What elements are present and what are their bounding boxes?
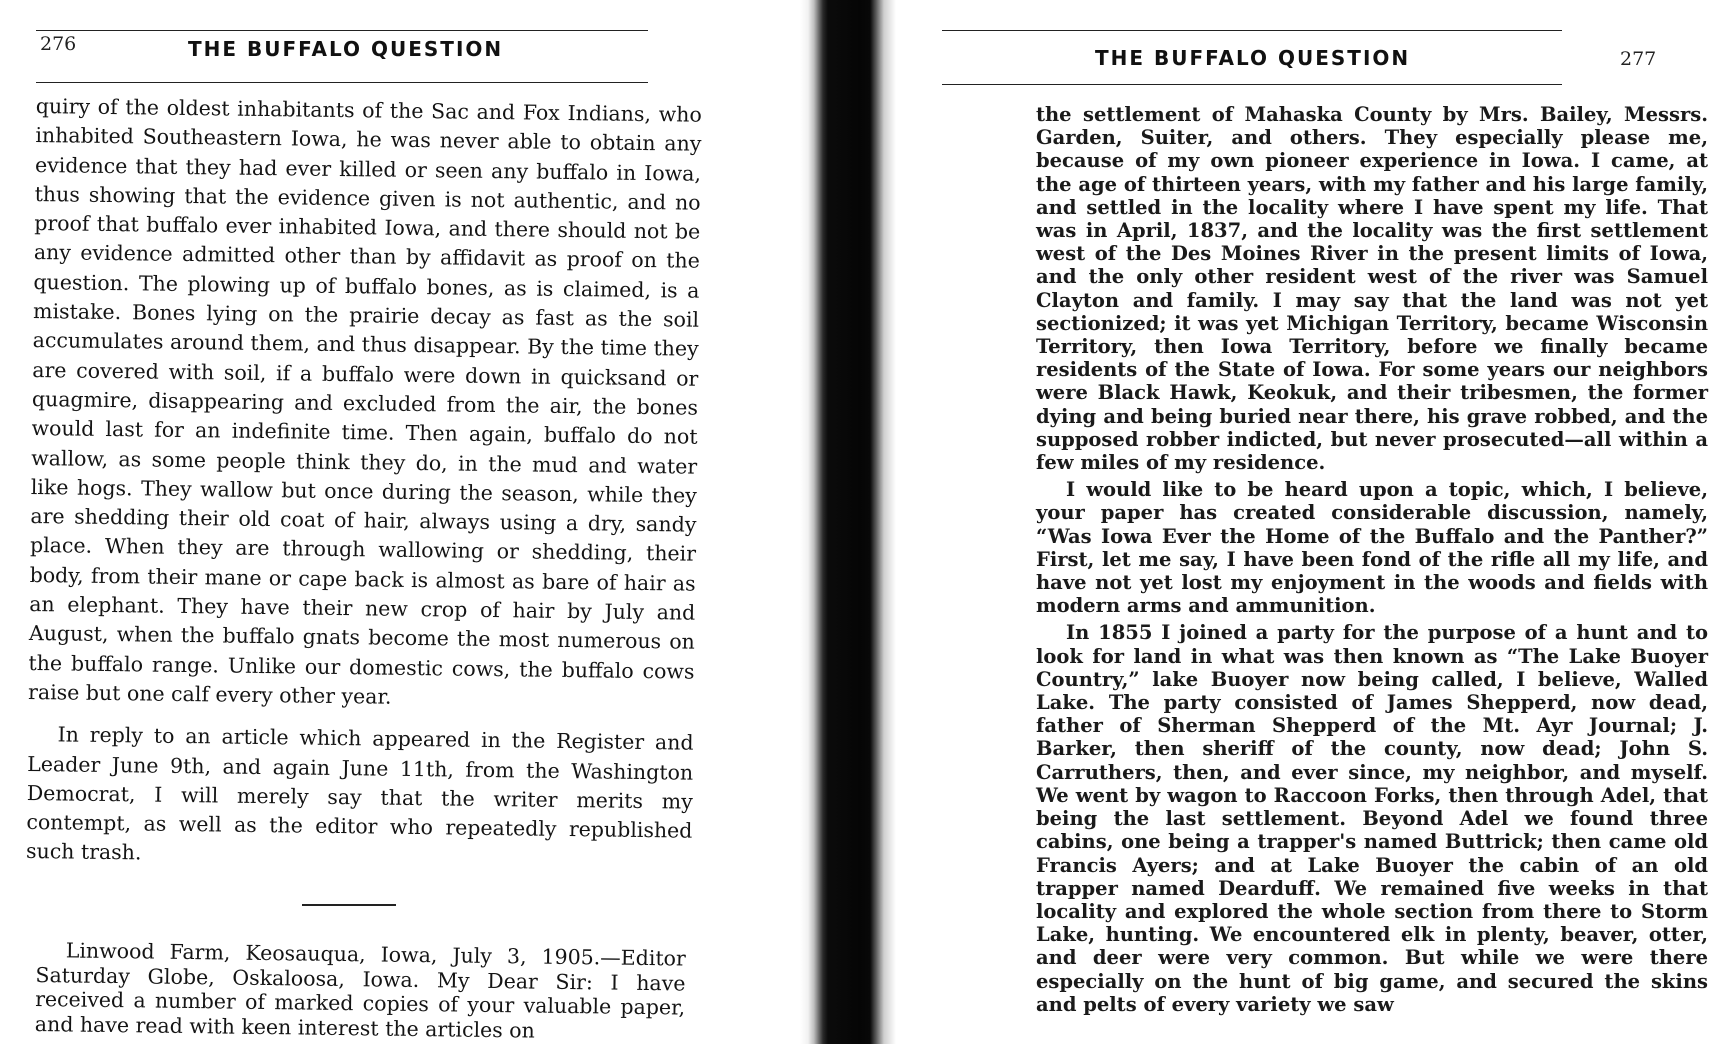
- page-number: 276: [40, 33, 77, 55]
- paragraph: the settlement of Mahaska County by Mrs. Bailey, Messrs. Garden, Suiter, and others. They especially please me, because of my own pioneer experience in Iowa. I came, at the age of thirteen years, with my father and his large family, and settled in the locality where I have spent my life. That was in April, 1837, and the locality was the first settlement west of the Des Moines River in the present limits of Iowa, and the only other resident west of the river was Samuel Clayton and family. I may say that the land was not yet sectionized; it was yet Michigan Territory, became Wisconsin Territory, then Iowa Territory, before we finally became residents of the State of Iowa. For some years our neighbors were Black Hawk, Keokuk, and their tribesmen, the former dying and being buried near there, his grave robbed, and the supposed robber indicted, but never prosecuted—all within a few miles of my residence.: [1036, 103, 1708, 475]
- letter-text: [35, 938, 686, 1045]
- section-separator: [302, 904, 396, 906]
- running-head: THE BUFFALO QUESTION: [188, 37, 504, 61]
- paragraph: In reply to an article which appeared in the Register and Leader June 9th, and again June 11th, from the Washington Democrat, I will merely say that the writer merits my contempt, as well as the editor who repeatedly republished such trash.: [25, 722, 694, 865]
- right-page: [1000, 0, 1718, 1044]
- header-top-rule: [942, 30, 1562, 31]
- paragraph: Linwood Farm, Keosauqua, Iowa, July 3, 1905.—Editor Saturday Globe, Oskaloosa, Iowa. My Dear Sir: I have received a number of marked copies of your valuable paper, and have read with keen interest the articles on: [34, 938, 686, 1043]
- header-bottom-rule: [942, 84, 1562, 85]
- body-text: [26, 92, 702, 875]
- page-number: 277: [1620, 48, 1657, 70]
- paragraph: I would like to be heard upon a topic, which, I believe, your paper has created considerable discussion, namely, “Was Iowa Ever the Home of the Buffalo and the Panther?” First, let me say, I have been fond of the rifle all my life, and have not yet lost my enjoyment in the woods and fields with modern arms and ammunition.: [1036, 478, 1708, 618]
- running-head: THE BUFFALO QUESTION: [1095, 46, 1411, 70]
- book-gutter-shadow: [800, 0, 1000, 1044]
- header-top-rule: [36, 30, 648, 31]
- paragraph: In 1855 I joined a party for the purpose of a hunt and to look for land in what was then known as “The Lake Buoyer Country,” lake Buoyer now being called, I believe, Walled Lake. The party consisted of James Shepperd, now dead, father of Sherman Shepperd of the Mt. Ayr Journal; J. Barker, then sheriff of the county, now dead; John S. Carruthers, then, and ever since, my neighbor, and myself. We went by wagon to Raccoon Forks, then through Adel, that being the last settlement. Beyond Adel we found three cabins, one being a trapper's named Buttrick; then came old Francis Ayers; and at Lake Buoyer the cabin of an old trapper named Dearduff. We remained five weeks in that locality and explored the whole section from there to Storm Lake, hunting. We encountered elk in plenty, beaver, otter, and deer were very common. But while we were there especially on the hunt of big game, and secured the skins and pelts of every variety we saw: [1036, 621, 1708, 1016]
- paragraph: quiry of the oldest inhabitants of the Sac and Fox Indians, who inhabited Southeastern Iowa, he was never able to obtain any evidence that they had ever killed or seen any buffalo in Iowa, thus showing that the evidence given is not authentic, and no proof that buffalo ever inhabited Iowa, and there should not be any evidence admitted other than by affidavit as proof on the question. The plowing up of buffalo bones, as is claimed, is a mistake. Bones lying on the prairie decay as fast as the soil accumulates around them, and thus disappear. By the time they are covered with soil, if a buffalo were down in quicksand or quagmire, disappearing and excluded from the air, the bones would last for an indefinite time. Then again, buffalo do not wallow, as some people think they do, in the mud and water like hogs. They wallow but once during the season, while they are shedding their old coat of hair, always using a dry, sandy place. When they are through wallowing or shedding, their body, from their mane or cape back is almost as bare of hair as an elephant. They have their new crop of hair by July and August, when the buffalo gnats become the most numerous on the buffalo range. Unlike our domestic cows, the buffalo cows raise but one calf every other year.: [27, 93, 702, 709]
- left-page: [0, 0, 800, 1044]
- body-text: [1036, 103, 1708, 1016]
- header-bottom-rule: [36, 82, 648, 83]
